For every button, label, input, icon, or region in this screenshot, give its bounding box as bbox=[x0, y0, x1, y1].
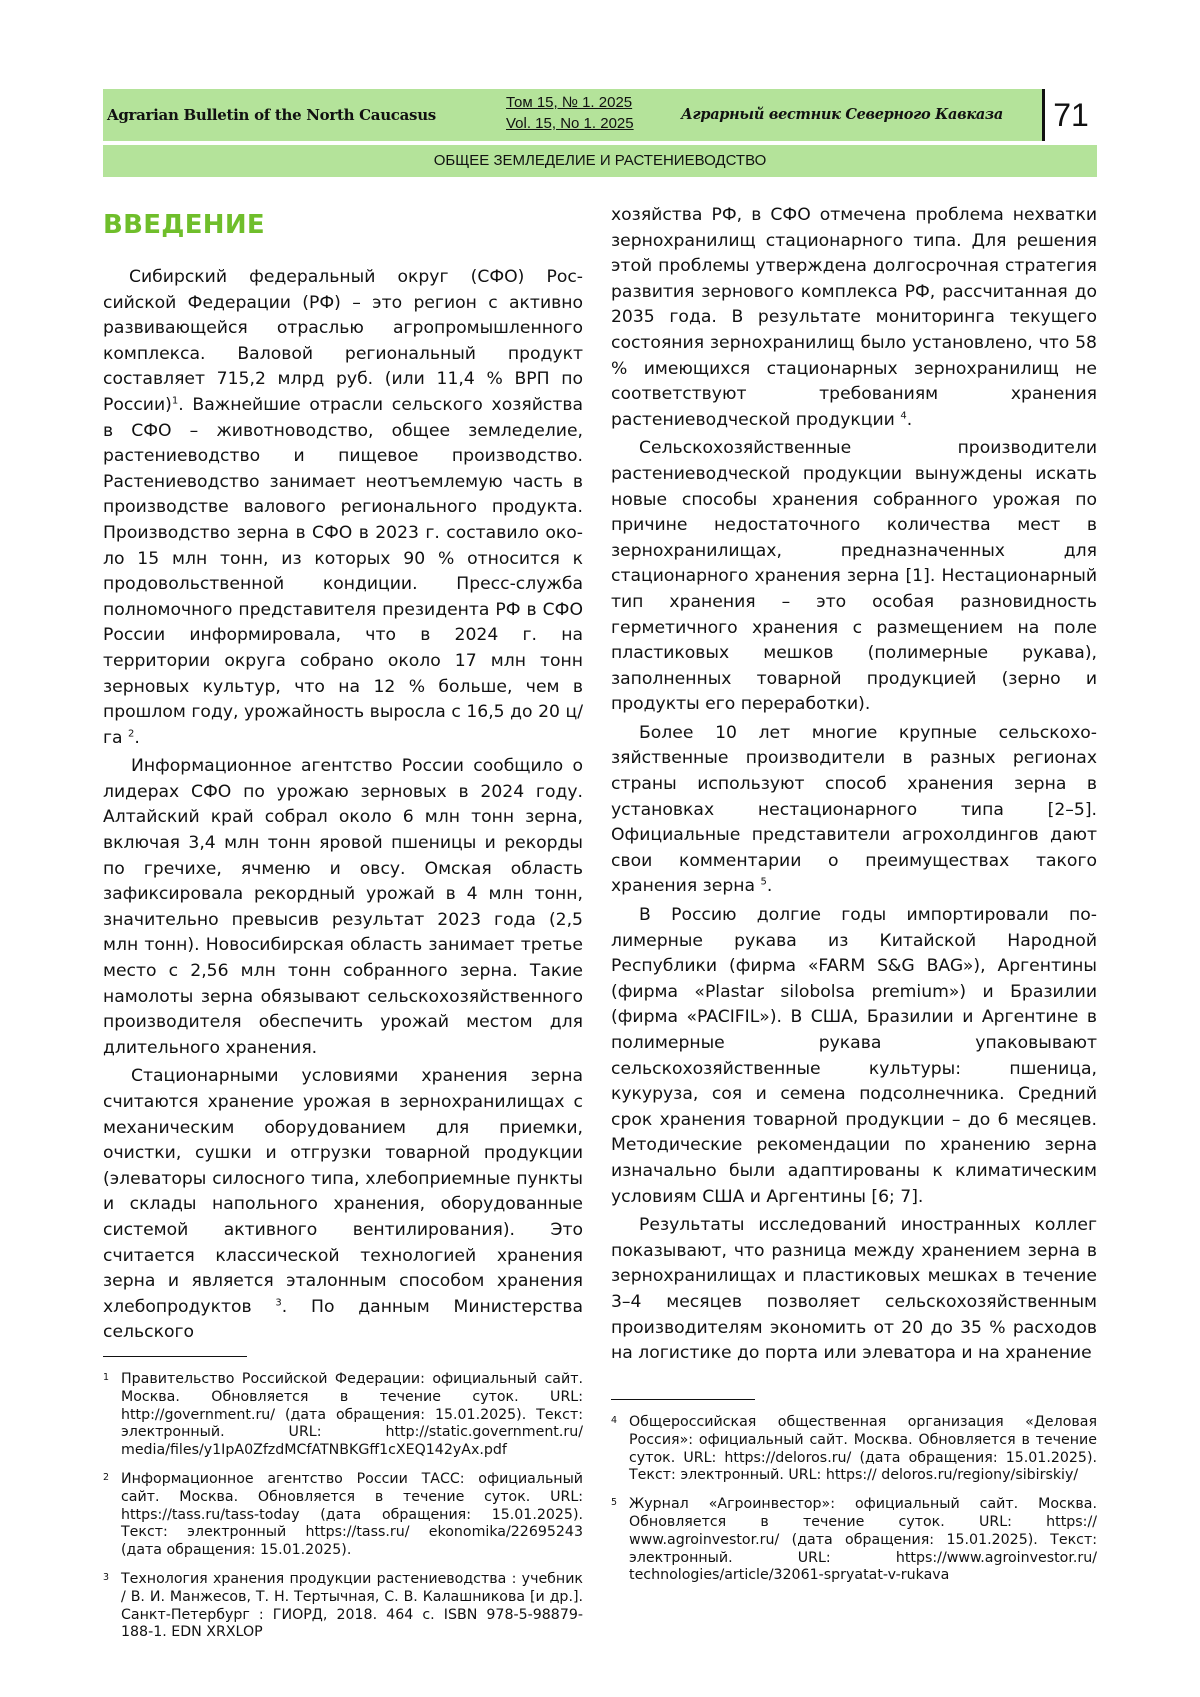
journal-header bbox=[103, 89, 1097, 141]
footnotes-left bbox=[103, 1356, 583, 1653]
footnote bbox=[103, 1371, 583, 1460]
footnote-text: Правительство Российской Федерации: официальный сайт. Москва. Обновляется в течение суток. URL: http://government.ru/ (дата обращения: 15.01.2025). Текст: электронный. URL: http://static.government.ru/ media/files/y1IpA0ZfzdMCfATNBKGff1cXEQ142yAx.pdf bbox=[121, 1371, 583, 1459]
footnote-text: Технология хранения продукции растениеводства : учебник / В. И. Манжесов, Т. Н. Тертычная, С. В. Калашникова [и др.]. Санкт-Петербург : ГИОРД, 2018. 464 с. ISBN 978-5-98879-188-1. EDN XRXLOP bbox=[121, 1570, 583, 1641]
footnote-ref[interactable]: 2 bbox=[128, 727, 135, 739]
left-column bbox=[103, 210, 583, 1349]
paragraph-text: Результаты исследований иностранных коллег показывают, что разница между хранением зерна в зернохранилищах и пластиковых мешках в течение 3–4 месяцев позволяет сельскохозяйственным производителям экономить от 20 до 35 % расходов на логистике до порта или элеватора и на хранение bbox=[611, 1215, 1097, 1364]
footnote-ref[interactable]: 3 bbox=[275, 1297, 282, 1309]
paragraph-text: Информационное агентство России сообщило о лидерах СФО по урожаю зерновых в 2024 году. Алтайский край собрал около 6 млн тонн зерна, включая 3,4 млн тонн яровой пшеницы и рекорды по гречихе, ячменю и овсу. Омская область зафиксировала рекордный урожай в 4 млн тонн, значительно превысив результат 2023 года (2,5 млн тонн). Новосибирская область занимает третье место с 2,56 млн тонн собранного зерна. Такие намолоты зерна обязывают сельскохозяйственного производителя обеспечить урожай местом для длительного хранения. bbox=[103, 756, 583, 1058]
footnotes-right bbox=[611, 1399, 1097, 1596]
paragraph bbox=[103, 1064, 583, 1346]
footnote-ref[interactable]: 5 bbox=[760, 876, 767, 888]
journal-title-en: Agrarian Bulletin of the North Caucasus bbox=[107, 106, 436, 124]
paragraph bbox=[103, 754, 583, 1061]
volume-en: Vol. 15, No 1. 2025 bbox=[506, 115, 634, 132]
footnote bbox=[611, 1496, 1097, 1585]
footnote-text: Информационное агентство России ТАСС: официальный сайт. Москва. Обновляется в течение суток. URL: https://tass.ru/tass-today (дата обращения: 15.01.2025). Текст: электронный https://tass.ru/ ekonomika/22695243 (дата обращения: 15.01.2025). bbox=[121, 1470, 583, 1559]
paragraph-text: В Россию долгие годы импортировали полимерные рукава из Китайской Народной Республики (фирма «FARM S&G BAG»), Аргентины (фирма «Plastar silobolsa premium») и Бразилии (фирма «PACIFIL»). В США, Бразилии и Аргентине в полимерные рукава упаковывают сельскохозяйственные культуры: пшеница, кукуруза, соя и семена подсолнечника. Средний срок хранения товарной продукции – до 6 месяцев. Методические рекомендации по хранению зерна изначально были адаптированы к климатическим условиям США и Аргентины [6; 7]. bbox=[611, 905, 1097, 1207]
volume-info bbox=[506, 92, 634, 134]
section-heading: ВВЕДЕНИЕ bbox=[103, 210, 265, 240]
section-title: ОБЩЕЕ ЗЕМЛЕДЕЛИЕ И РАСТЕНИЕВОДСТВО bbox=[103, 145, 1097, 177]
footnote bbox=[103, 1571, 583, 1642]
paragraph bbox=[611, 1213, 1097, 1367]
footnote bbox=[103, 1471, 583, 1560]
footnote-divider bbox=[611, 1399, 755, 1400]
footnote-ref[interactable]: 1 bbox=[171, 395, 179, 407]
volume-ru: Том 15, № 1. 2025 bbox=[506, 94, 633, 111]
paragraph-text: . bbox=[134, 727, 140, 748]
paragraph-text: Более 10 лет многие крупные сельскохозяйственные производители в разных регионах страны используют способ хранения зерна в установках нестационарного типа [2–5]. Официальные представители агрохолдингов дают свои комментарии о преимуществах такого хранения зерна bbox=[611, 722, 1097, 897]
footnote-number: 1 bbox=[103, 1372, 110, 1383]
paragraph-text: . Важнейшие отрасли сельского хозяйства в СФО – животноводство, общее земледелие, растениеводство и пищевое производство. Растениеводство занимает неотъемлемую часть в производстве валового регионального продукта. Производство зерна в СФО в 2023 г. составило около 15 млн тонн, из которых 90 % относится к продовольственной кондиции. Пресс-служба полномочного представителя президента РФ в СФО России информировала, что в 2024 г. на территории округа собрано около 17 млн тонн зерновых культур, что на 12 % больше, чем в прошлом году, урожайность выросла с 16,5 до 20 ц/га bbox=[103, 394, 583, 748]
paragraph bbox=[103, 265, 583, 751]
paragraph-text: . По данным Министерства сельского bbox=[103, 1296, 583, 1343]
paragraph bbox=[611, 203, 1097, 433]
paragraph bbox=[611, 903, 1097, 1210]
paragraph bbox=[611, 721, 1097, 900]
footnote-number: 2 bbox=[103, 1471, 110, 1483]
footnote-number: 3 bbox=[103, 1571, 110, 1583]
footnote-number: 4 bbox=[611, 1415, 618, 1426]
page-number: 71 bbox=[1042, 89, 1097, 141]
paragraph-text: Сельскохозяйственные производители растениеводческой продукции вынуждены искать новые способы хранения собранного урожая по причине недостаточного количества мест в зернохранилищах, предназначенных для стационарного хранения зерна [1]. Нестационарный тип хранения – это особая разновидность герметичного хранения с размещением на поле пластиковых мешков (полимерные рукава), заполненных товарной продукцией (зерно и продукты его переработки). bbox=[611, 438, 1097, 715]
footnote bbox=[611, 1414, 1097, 1485]
paragraph-text: Стационарными условиями хранения зерна считаются хранение урожая в зернохранилищах с механическим оборудованием для приемки, очистки, сушки и отгрузки товарной продукции (элеваторы силосного типа, хлебоприемные пункты и склады напольного хранения, оборудованные системой активного вентилирования). Это считается классической технологией хранения зерна и является эталонным способом хранения хлебопродуктов bbox=[103, 1066, 583, 1317]
right-column bbox=[611, 203, 1097, 1370]
footnote-divider bbox=[103, 1356, 247, 1357]
paragraph bbox=[611, 436, 1097, 718]
journal-title-ru: Аграрный вестник Северного Кавказа bbox=[681, 106, 1003, 123]
footnote-ref[interactable]: 4 bbox=[900, 410, 907, 422]
footnote-text: Журнал «Агроинвестор»: официальный сайт. Москва. Обновляется в течение суток. URL: https:// www.agroinvestor.ru/ (дата обращения: 15.01.2025). Текст: электронный. URL: https://www.agroinvestor.ru/ technologies/article/32061-spryatat-v-rukava bbox=[629, 1496, 1097, 1584]
paragraph-text: . bbox=[906, 409, 913, 430]
paragraph-text: Сибирский федеральный округ (СФО) Российской Федерации (РФ) – это регион с активно развивающейся отраслью агропромышленного комплекса. Валовой региональный продукт составляет 715,2 млрд руб. (или 11,4 % ВРП по России) bbox=[103, 267, 583, 415]
footnote-text: Общероссийская общественная организация «Деловая Россия»: официальный сайт. Москва. Обновляется в течение суток. URL: https://deloros.ru/ (дата обращения: 15.01.2025). Текст: электронный. URL: https:// deloros.ru/regiony/sibirskiy/ bbox=[629, 1414, 1097, 1484]
paragraph-text: . bbox=[766, 876, 773, 897]
footnote-number: 5 bbox=[611, 1497, 618, 1509]
paragraph-text: хозяйства РФ, в СФО отмечена проблема нехватки зернохранилищ стационарного типа. Для решения этой проблемы утверждена долгосрочная стратегия развития зернового комплекса РФ, рассчитанная до 2035 года. В результате мониторинга текущего состояния зернохранилищ было установлено, что 58 % имеющихся стационарных зернохранилищ не соответствуют требованиям хранения растениеводческой продукции bbox=[611, 205, 1097, 430]
